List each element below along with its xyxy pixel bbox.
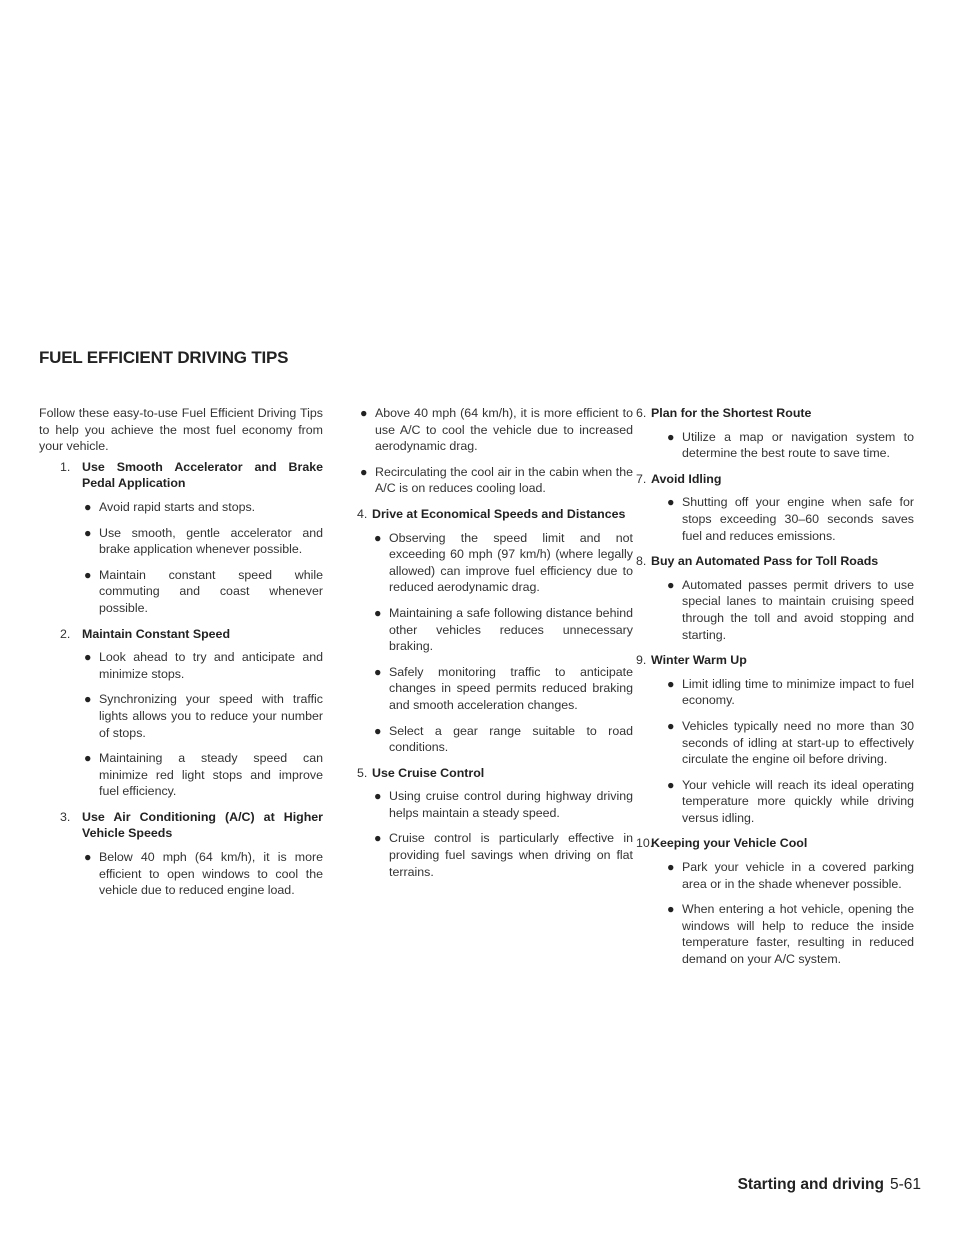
bullet-list	[39, 649, 323, 800]
tip-title: Plan for the Shortest Route	[651, 406, 812, 420]
tip-heading	[636, 471, 914, 488]
tip-7	[636, 471, 914, 544]
bullet-icon: ●	[84, 650, 92, 665]
list-item: ● Utilize a map or navigation system to determine the best route to save time.	[667, 429, 914, 461]
list-item: ● Select a gear range suitable to road conditions.	[374, 723, 633, 755]
bullet-icon: ●	[374, 605, 382, 620]
tip-number: 9.	[636, 653, 647, 668]
bullet-icon: ●	[667, 718, 675, 733]
bullet-icon: ●	[667, 777, 675, 792]
section-title: FUEL EFFICIENT DRIVING TIPS	[39, 348, 289, 367]
tip-number: 2.	[60, 626, 71, 641]
tip-3	[39, 809, 323, 899]
tip-number: 1.	[60, 459, 71, 474]
tip-title: Drive at Economical Speeds and Distances	[372, 506, 626, 521]
tip-number: 3.	[60, 809, 71, 824]
tip-title: Buy an Automated Pass for Toll Roads	[651, 554, 879, 569]
list-item: ● Look ahead to try and anticipate and minimize stops.	[84, 650, 323, 681]
tip-9	[636, 652, 914, 826]
bullet-icon: ●	[667, 577, 675, 592]
bullet-list	[39, 849, 323, 899]
bullet-list	[357, 530, 633, 756]
tip-1	[39, 459, 323, 617]
column-3	[636, 405, 914, 977]
list-item: ● Vehicles typically need no more than 30 seconds of idling at start-up to effectively circulate the engine oil before driving.	[667, 718, 914, 767]
intro-paragraph: Follow these easy-to-use Fuel Efficient Driving Tips to help you achieve the most fuel economy from your vehicle.	[39, 406, 323, 454]
column-2	[357, 405, 633, 889]
tip-heading	[39, 626, 323, 643]
tip-6	[636, 405, 914, 462]
tip-title: Use Air Conditioning (A/C) at Higher Vehicle Speeds	[82, 809, 323, 841]
list-item: ● Safely monitoring traffic to anticipate changes in speed permits reduced braking and smooth acceleration changes.	[374, 664, 633, 712]
bullet-icon: ●	[374, 664, 382, 679]
list-item: ● Limit idling time to minimize impact to fuel economy.	[667, 676, 914, 708]
bullet-icon: ●	[84, 850, 92, 865]
bullet-icon: ●	[374, 723, 382, 738]
tip-number: 7.	[636, 471, 647, 486]
bullet-icon: ●	[667, 495, 675, 510]
tip-10	[636, 835, 914, 967]
bullet-icon: ●	[374, 789, 382, 804]
list-item: ● Your vehicle will reach its ideal operating temperature more quickly while driving versus idling.	[667, 777, 914, 825]
bullet-icon: ●	[84, 751, 92, 766]
list-item: ● Use smooth, gentle accelerator and brake application whenever possible.	[84, 525, 323, 557]
tip-5	[357, 765, 633, 881]
tip-title: Keeping your Vehicle Cool	[651, 836, 808, 851]
list-item: ● Automated passes permit drivers to use special lanes to maintain cruising speed through the toll and avoid stopping and starting.	[667, 577, 914, 642]
bullet-icon: ●	[84, 525, 92, 540]
tip-heading	[39, 809, 323, 842]
tip-heading	[636, 405, 914, 422]
tip-title: Use Smooth Accelerator and Brake Pedal Application	[82, 459, 323, 491]
list-item: ● Observing the speed limit and not exceeding 60 mph (97 km/h) (where legally allowed) can improve fuel efficiency due to reduced aerodynamic drag.	[374, 530, 633, 595]
list-item: ● Above 40 mph (64 km/h), it is more efficient to use A/C to cool the vehicle due to increased aerodynamic drag.	[360, 406, 633, 454]
list-item: ● Maintain constant speed while commuting and coast whenever possible.	[84, 567, 323, 615]
list-item: ● When entering a hot vehicle, opening the windows will help to reduce the inside temperature faster, resulting in reduced demand on your A/C system.	[667, 902, 914, 967]
bullet-icon: ●	[667, 902, 675, 917]
tip-4	[357, 506, 633, 756]
bullet-list	[636, 859, 914, 968]
tip-heading	[636, 652, 914, 669]
list-item: ● Recirculating the cool air in the cabin when the A/C is on reduces cooling load.	[360, 464, 633, 496]
list-item: ● Maintaining a safe following distance behind other vehicles reduces unnecessary braking.	[374, 605, 633, 654]
tip-number: 6.	[636, 406, 647, 420]
list-item: ● Below 40 mph (64 km/h), it is more efficient to open windows to cool the vehicle due to reduced engine load.	[84, 850, 323, 898]
tip-heading	[636, 835, 914, 852]
tip-title: Avoid Idling	[651, 471, 722, 486]
tip-number: 10.	[636, 836, 654, 851]
list-item: ● Shutting off your engine when safe for stops exceeding 30–60 seconds saves fuel and reduces emissions.	[667, 495, 914, 543]
bullet-icon: ●	[667, 676, 675, 691]
bullet-icon: ●	[374, 530, 382, 545]
tip-number: 5.	[357, 765, 368, 780]
tip-2	[39, 626, 323, 800]
tip-heading	[357, 506, 633, 523]
bullet-icon: ●	[360, 406, 368, 420]
page-number: 5-61	[889, 1176, 921, 1193]
list-item: ● Avoid rapid starts and stops.	[84, 499, 256, 514]
tip-title: Winter Warm Up	[651, 653, 747, 668]
tip-title: Maintain Constant Speed	[82, 626, 231, 641]
tip-heading	[39, 459, 323, 492]
bullet-icon: ●	[84, 567, 92, 582]
bullet-icon: ●	[667, 860, 675, 875]
list-item: ● Park your vehicle in a covered parking area or in the shade whenever possible.	[667, 860, 914, 891]
column-1	[39, 405, 323, 908]
list-item: ● Cruise control is particularly effective in providing fuel savings when driving on flat terrains.	[374, 831, 633, 879]
tip-title: Use Cruise Control	[372, 765, 485, 780]
bullet-icon: ●	[84, 692, 92, 707]
bullet-list	[357, 405, 633, 497]
bullet-icon: ●	[374, 831, 382, 846]
chapter-title: Starting and driving	[737, 1176, 884, 1193]
bullet-icon: ●	[84, 499, 92, 514]
bullet-icon: ●	[360, 464, 368, 479]
bullet-list	[636, 429, 914, 462]
list-item: ● Maintaining a steady speed can minimize red light stops and improve fuel efficiency.	[84, 751, 323, 799]
bullet-list	[636, 577, 914, 643]
bullet-list	[357, 788, 633, 880]
page-footer	[738, 1176, 921, 1194]
tip-number: 8.	[636, 554, 647, 569]
tip-heading	[357, 765, 633, 782]
list-item: ● Synchronizing your speed with traffic lights allows you to reduce your number of stops.	[84, 692, 323, 740]
bullet-list	[636, 494, 914, 544]
tip-number: 4.	[357, 506, 368, 521]
bullet-list	[39, 499, 323, 617]
bullet-list	[636, 676, 914, 827]
tip-heading	[636, 553, 914, 570]
list-item: ● Using cruise control during highway driving helps maintain a steady speed.	[374, 789, 633, 820]
bullet-icon: ●	[667, 429, 675, 444]
tip-8	[636, 553, 914, 643]
